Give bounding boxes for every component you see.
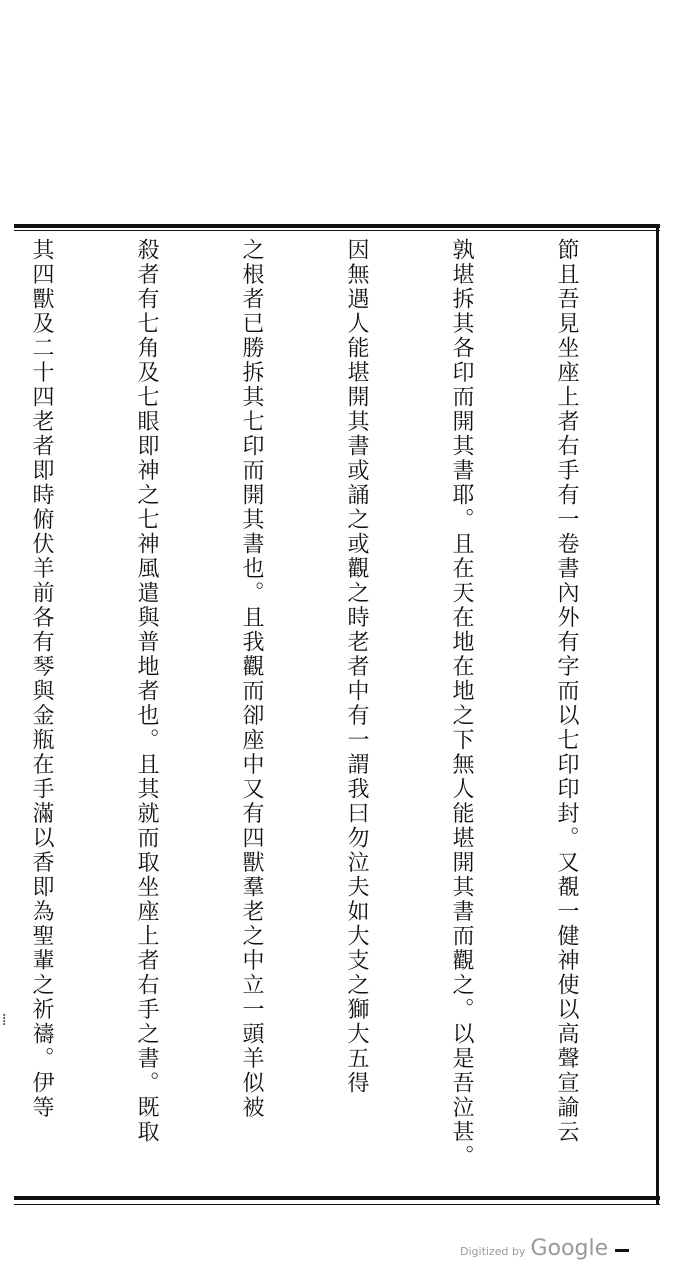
margin-mark-icon: ⁞ bbox=[2, 1010, 7, 1029]
footer-bar-icon bbox=[615, 1249, 629, 1252]
text-column-2: 孰堪拆其各印而開其書耶。且在天在地在地之下無人能堪開其書而觀之。以是吾泣甚。 bbox=[449, 238, 474, 1169]
vertical-text-body bbox=[14, 238, 654, 1188]
right-border bbox=[656, 224, 659, 1204]
text-column-3: 因無遇人能堪開其書或誦之或觀之時老者中有一謂我曰勿泣夫如大支之獅大五得 bbox=[344, 238, 369, 1096]
top-border-thick bbox=[14, 224, 660, 228]
bottom-border-thick bbox=[14, 1196, 660, 1200]
text-column-1: 節且吾見坐座上者右手有一卷書內外有字而以七印印封。又覩一健神使以高聲宣諭云 bbox=[554, 238, 579, 1145]
text-column-6: 其四獸及二十四老者即時俯伏羊前各有琴與金瓶在手滿以香即為聖輩之祈禱。伊等 bbox=[29, 238, 54, 1120]
google-logo: Google bbox=[530, 1236, 609, 1261]
bottom-border-thin bbox=[14, 1204, 660, 1205]
text-column-4: 之根者已勝拆其七印而開其書也。且我觀而卻座中又有四獸羣老之中立一頭羊似被 bbox=[239, 238, 264, 1120]
top-border-thin bbox=[14, 230, 660, 231]
digitized-footer bbox=[460, 1236, 629, 1261]
digitized-label: Digitized by bbox=[460, 1245, 526, 1258]
text-column-5: 殺者有七角及七眼即神之七神風遣與普地者也。且其就而取坐座上者右手之書。既取 bbox=[134, 238, 159, 1145]
